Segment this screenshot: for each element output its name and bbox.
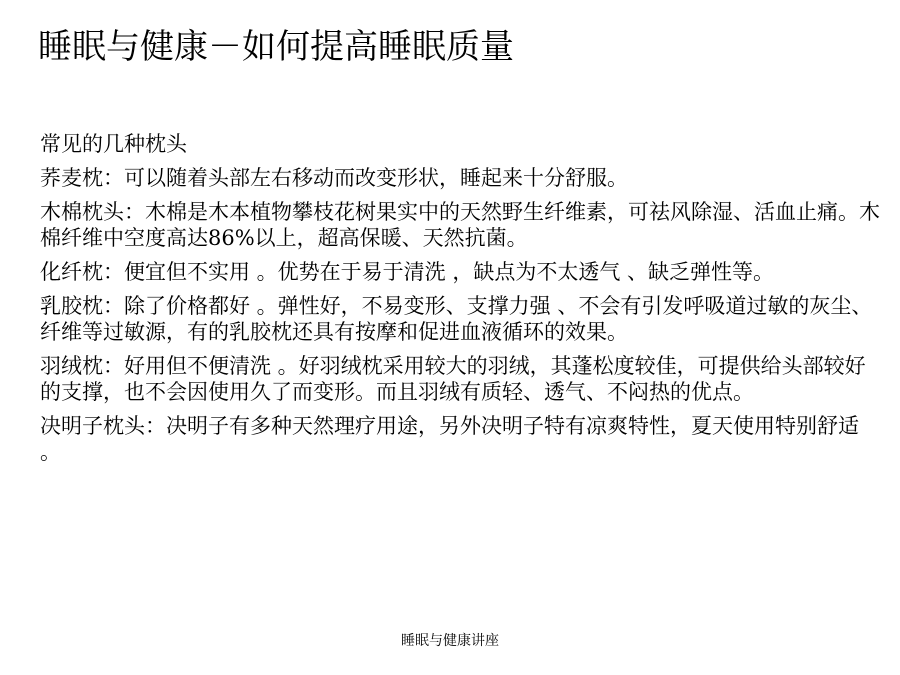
paragraph-cassia-seed-pillow: 决明子枕头：决明子有多种天然理疗用途，另外决明子特有凉爽特性，夏天使用特别舒适 。 [40,414,859,464]
slide-footer: 睡眠与健康讲座 [401,633,499,649]
slide-body [40,131,885,473]
section-heading: 常见的几种枕头 [40,132,187,156]
paragraph-latex-pillow: 乳胶枕：除了价格都好 。弹性好，不易变形、支撑力强 、不会有引发呼吸道过敏的灰尘、纤维等过敏源，有的乳胶枕还具有按摩和促进血液循环的效果。 [40,294,873,344]
paragraph-buckwheat-pillow: 荞麦枕：可以随着头部左右移动而改变形状，睡起来十分舒服。 [40,166,628,190]
paragraph-kapok-pillow: 木棉枕头：木棉是木本植物攀枝花树果实中的天然野生纤维素，可祛风除湿、活血止痛。木棉纤维中空度高达86%以上，超高保暖、天然抗菌。 [40,200,880,250]
paragraph-down-pillow: 羽绒枕：好用但不便清洗 。好羽绒枕采用较大的羽绒，其蓬松度较佳，可提供给头部较好的支撑，也不会因使用久了而变形。而且羽绒有质轻、透气、不闷热的优点。 [40,354,866,404]
slide-title: 睡眠与健康－如何提高睡眠质量 [38,27,514,67]
paragraph-synthetic-pillow: 化纤枕：便宜但不实用 。优势在于易于清洗 ，缺点为不太透气 、缺乏弹性等。 [40,260,775,284]
